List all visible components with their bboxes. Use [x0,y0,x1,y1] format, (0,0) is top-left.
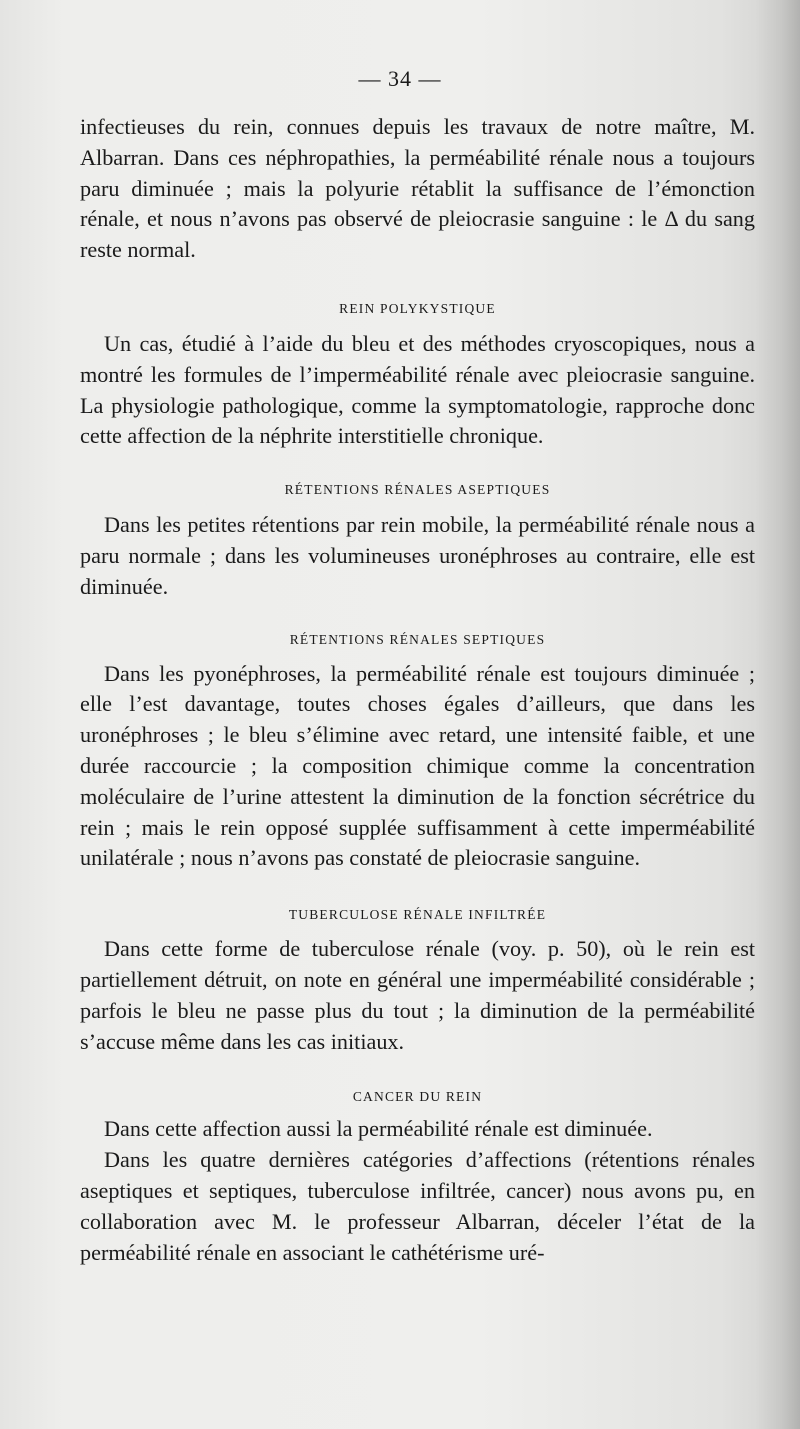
paragraph-retentions-septiques: Dans les pyonéphroses, la perméabilité rénale est toujours diminuée ; elle l’est davantage, toutes choses égales d’ailleurs, que dans les uronéphroses ; le bleu s’élimine avec retard, une intensité faible, et une durée raccourcie ; la composition chimique comme la concentration moléculaire de l’urine attestent la diminution de la fonction sécrétrice du rein ; mais le rein opposé supplée suffisamment à cette imperméabilité unilatérale ; nous n’avons pas constaté de pleiocrasie sanguine. [80,660,755,871]
intro-paragraph: infectieuses du rein, connues depuis les travaux de notre maître, M. Albarran. Dans ces néphropathies, la perméabilité rénale nous a toujours paru diminuée ; mais la polyurie rétablit la suffisance de l’émonction rénale, et nous n’avons pas observé de pleiocrasie sanguine : le Δ du sang reste normal. [80,114,755,263]
paragraph-cancer-1: Dans cette affection aussi la perméabilité rénale est diminuée. [104,1116,653,1142]
section-heading-retentions-aseptiques: RÉTENTIONS RÉNALES ASEPTIQUES [284,482,551,498]
page-edge-shadow [755,0,800,1429]
page-body [80,112,755,1268]
page-number: — 34 — [358,66,442,91]
section-heading-rein-polykystique: REIN POLYKYSTIQUE [339,300,496,316]
section-heading-retentions-septiques: RÉTENTIONS RÉNALES SEPTIQUES [289,631,546,647]
section-heading-cancer: CANCER DU REIN [352,1089,483,1105]
paragraph-tuberculose: Dans cette forme de tuberculose rénale (voy. p. 50), où le rein est partiellement détruit, on note en général une imperméabilité considérable ; parfois le bleu ne passe plus du tout ; la diminution de la perméabilité s’accuse même dans les cas initiaux. [80,936,755,1054]
paragraph-cancer-2: Dans les quatre dernières catégories d’affections (rétentions rénales aseptiques et septiques, tuberculose infiltrée, cancer) nous avons pu, en collaboration avec M. le professeur Albarran, déceler l’état de la perméabilité rénale en associant le cathétérisme uré- [80,1147,755,1265]
section-heading-tuberculose: TUBERCULOSE RÉNALE INFILTRÉE [288,907,547,923]
paragraph-rein-polykystique: Un cas, étudié à l’aide du bleu et des méthodes cryoscopiques, nous a montré les formules de l’imperméabilité rénale avec pleiocrasie sanguine. La physiologie pathologique, comme la symptomatologie, rapproche donc cette affection de la néphrite interstitielle chronique. [80,330,755,449]
paragraph-retentions-aseptiques: Dans les petites rétentions par rein mobile, la perméabilité rénale nous a paru normale ; dans les volumineuses uronéphroses au contraire, elle est diminuée. [80,512,755,599]
